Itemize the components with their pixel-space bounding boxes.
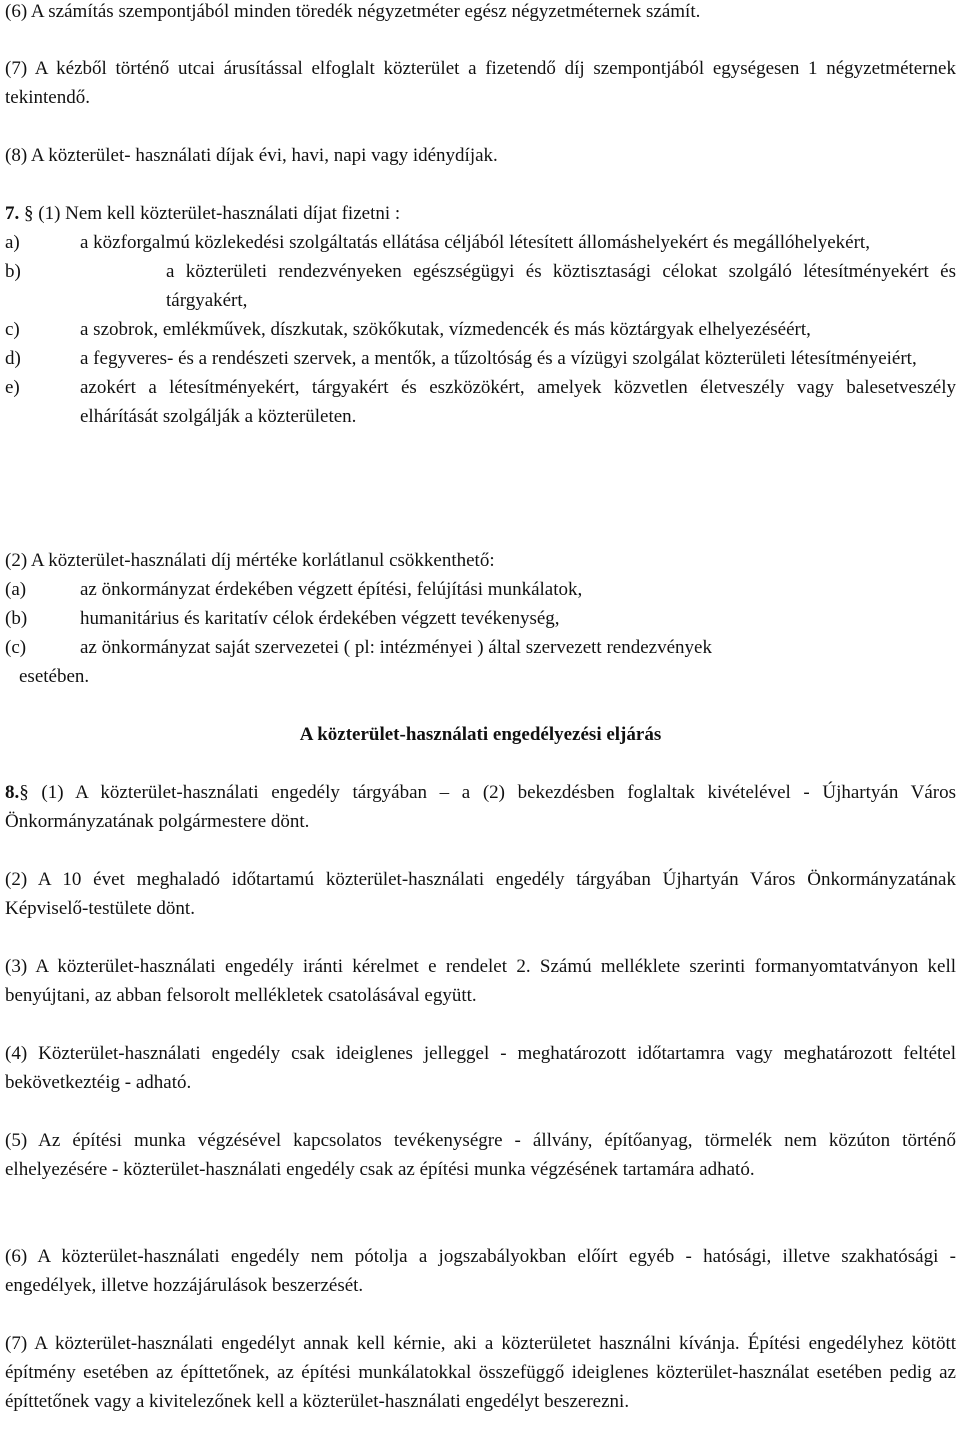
- list-item-label: e): [5, 377, 20, 398]
- paragraph-intro: (2) A közterület-használati díj mértéke korlátlanul csökkenthető:: [5, 550, 495, 571]
- paragraph-8-7: (7) A közterület-használati engedélyt annak kell kérnie, aki a közterületet használni kívánja. Építési engedélyhez kötött építmény esetében az építtetőnek, az építési munkálatokkal összefüggő ideiglenes közterület-használat esetében pedig az építtetőnek vagy a kivitelezőnek kell a közterület-használati engedélyt beszerezni.: [5, 1333, 956, 1412]
- paragraph-8-6: (6) A közterület-használati engedély nem pótolja a jogszabályokban előírt egyéb - hatósági, illetve szakhatósági - engedélyek, illetve hozzájárulások beszerzését.: [5, 1246, 956, 1296]
- list-item: [5, 604, 956, 633]
- list-item-text: a közterületi rendezvényeken egészségügyi és köztisztasági célokat szolgáló létesítményekért és tárgyakért,: [166, 261, 956, 311]
- section-heading: A közterület-használati engedélyezési eljárás: [299, 724, 662, 745]
- section-7: [5, 199, 956, 431]
- list-item: [5, 315, 956, 344]
- paragraph-8-2: (2) A 10 évet meghaladó időtartamú közterület-használati engedély tárgyában Újhartyán Város Önkormányzatának Képviselő-testülete dönt.: [5, 869, 956, 919]
- paragraph-6-3: (6) A számítás szempontjából minden töredék négyzetméter egész négyzetméternek számít.: [5, 1, 701, 22]
- list-item-label: (b): [5, 608, 28, 629]
- list-item-text: a közforgalmú közlekedési szolgáltatás ellátása céljából létesített állomáshelyekért és megállóhelyekért,: [80, 232, 870, 253]
- list-item-label: b): [5, 261, 21, 282]
- paragraph-tail: esetében.: [19, 666, 90, 687]
- list-item: [5, 575, 956, 604]
- paragraph-6-8: (8) A közterület- használati díjak évi, havi, napi vagy idénydíjak.: [5, 145, 498, 166]
- section-8-number: 8.: [5, 782, 20, 803]
- section-7-number: 7.: [5, 203, 20, 224]
- list-item: [5, 344, 956, 373]
- list-item: [5, 228, 956, 257]
- list-item: [5, 373, 956, 431]
- list-item-text: azokért a létesítményekért, tárgyakért és eszközökért, amelyek közvetlen életveszély vagy balesetveszély elhárítását szolgálják a közterületen.: [80, 377, 956, 427]
- section-sign: §: [24, 203, 34, 224]
- paragraph-8-5: (5) Az építési munka végzésével kapcsolatos tevékenységre - állvány, építőanyag, törmelék nem közúton történő elhelyezésére - közterület-használati engedély csak az építési munka végzésének tartamára adható.: [5, 1130, 956, 1180]
- list-item: [5, 633, 956, 662]
- paragraph-8-1-text: (1) A közterület-használati engedély tárgyában – a (2) bekezdésben foglaltak kivételével - Újhartyán Város Önkormányzatának polgármestere dönt.: [5, 782, 956, 832]
- list-item-text: az önkormányzat érdekében végzett építési, felújítási munkálatok,: [80, 579, 583, 600]
- list-item-label: (a): [5, 579, 27, 600]
- section-7-paragraph-2: [5, 546, 956, 691]
- paragraph-8-1: [5, 778, 956, 836]
- section-7-intro-text: (1) Nem kell közterület-használati díjat fizetni :: [38, 203, 401, 224]
- list-item: [5, 257, 956, 315]
- list-item-label: (c): [5, 637, 27, 658]
- list-item-text: az önkormányzat saját szervezetei ( pl: intézményei ) által szervezett rendezvények: [80, 637, 712, 658]
- section-sign: §: [19, 782, 29, 803]
- paragraph-8-4: (4) Közterület-használati engedély csak ideiglenes jelleggel - meghatározott időtartamra vagy meghatározott feltétel bekövetkeztéig - adható.: [5, 1043, 956, 1093]
- list-item-label: d): [5, 348, 21, 369]
- list-item-text: a fegyveres- és a rendészeti szervek, a mentők, a tűzoltóság és a vízügyi szolgálat közterületi létesítményeiért,: [80, 348, 917, 369]
- list-item-label: a): [5, 232, 20, 253]
- section-7-intro: [5, 199, 956, 228]
- list-item-text: a szobrok, emlékművek, díszkutak, szökőkutak, vízmedencék és más köztárgyak elhelyezéséért,: [80, 319, 811, 340]
- paragraph-6-7: (7) A kézből történő utcai árusítással elfoglalt közterület a fizetendő díj szempontjából egységesen 1 négyzetméternek tekintendő.: [5, 58, 956, 108]
- list-item-label: c): [5, 319, 20, 340]
- paragraph-8-3: (3) A közterület-használati engedély iránti kérelmet e rendelet 2. Számú melléklete szerinti formanyomtatványon kell benyújtani, az abban felsorolt mellékletek csatolásával együtt.: [5, 956, 956, 1006]
- list-item-text: humanitárius és karitatív célok érdekében végzett tevékenység,: [80, 608, 560, 629]
